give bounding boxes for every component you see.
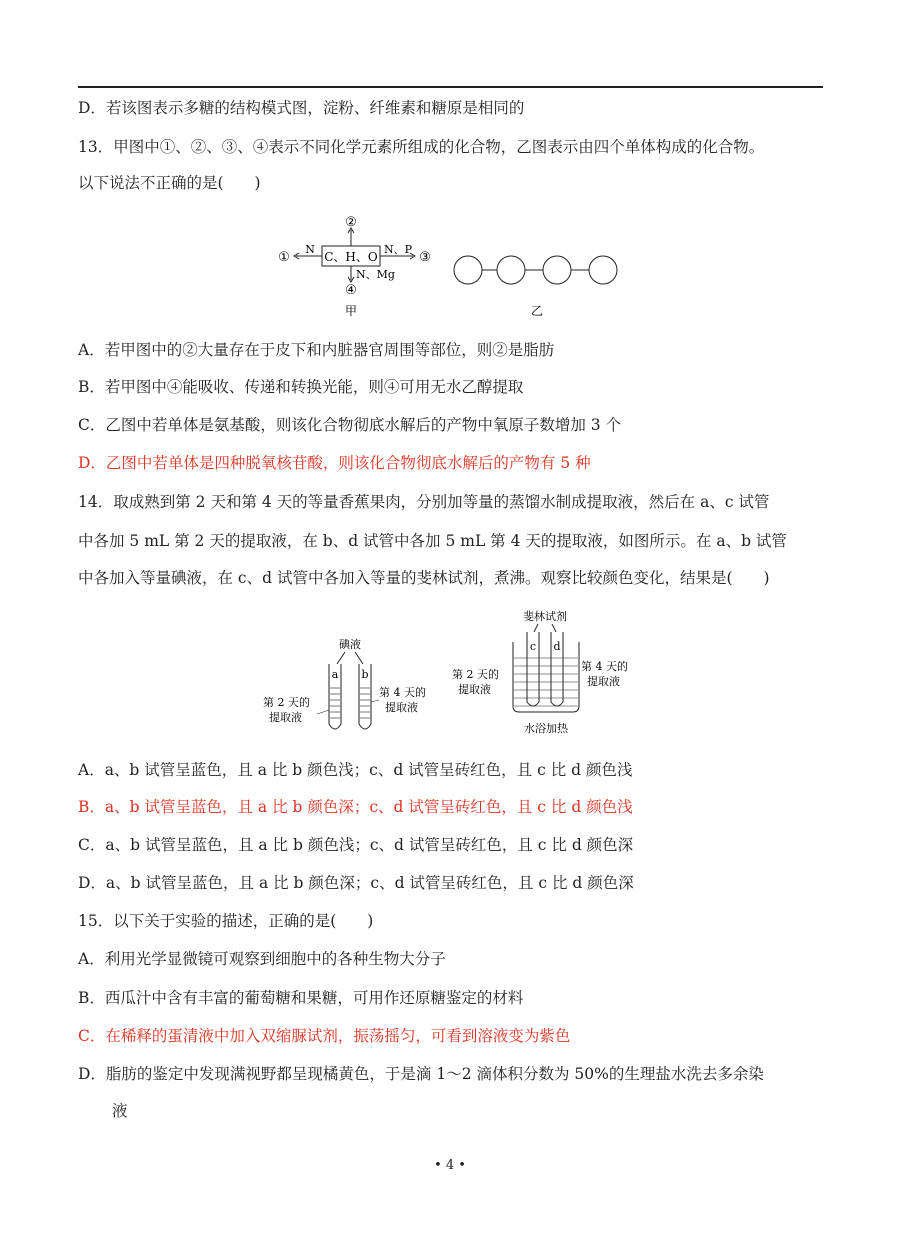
tube-b-label: b bbox=[361, 668, 369, 681]
label-2: ② bbox=[345, 215, 357, 230]
element-left: N bbox=[305, 243, 315, 256]
option-12d: D．若该图表示多糖的结构模式图，淀粉、纤维素和糖原是相同的 bbox=[78, 99, 525, 117]
question-14: 14．取成熟到第 2 天和第 4 天的等量香蕉果肉，分别加等量的蒸馏水制成提取液，然后在 a、c 试管 bbox=[78, 493, 770, 511]
question-14-cont2: 中各加入等量碘液，在 c、d 试管中各加入等量的斐林试剂，煮沸。观察比较颜色变化，结果是( ) bbox=[78, 569, 770, 587]
label-3: ③ bbox=[419, 250, 431, 265]
yi-diagram bbox=[454, 256, 617, 284]
day4-label-b: 提取液 bbox=[385, 701, 418, 714]
day2-label: 第 2 天的 bbox=[263, 696, 310, 709]
day4-label-right-b: 提取液 bbox=[587, 675, 620, 688]
option-14a: A．a、b 试管呈蓝色，且 a 比 b 颜色浅；c、d 试管呈砖红色，且 c 比 d 颜色浅 bbox=[78, 761, 633, 779]
option-13a: A．若甲图中的②大量存在于皮下和内脏器官周围等部位，则②是脂肪 bbox=[78, 341, 555, 359]
question-14-cont1: 中各加 5 mL 第 2 天的提取液，在 b、d 试管中各加 5 mL 第 4 天的提取液，如图所示。在 a、b 试管 bbox=[78, 532, 787, 550]
day4-label: 第 4 天的 bbox=[379, 686, 426, 699]
option-15a: A．利用光学显微镜可观察到细胞中的各种生物大分子 bbox=[78, 950, 446, 968]
header-rule bbox=[78, 86, 823, 88]
day2-label-right-b: 提取液 bbox=[458, 683, 491, 696]
option-14c: C．a、b 试管呈蓝色，且 a 比 b 颜色浅；c、d 试管呈砖红色，且 c 比 d 颜色深 bbox=[78, 836, 634, 854]
question-13-cont: 以下说法不正确的是( ) bbox=[78, 174, 261, 192]
monomer bbox=[497, 256, 525, 284]
caption-yi: 乙 bbox=[530, 304, 544, 318]
day2-label-b: 提取液 bbox=[269, 711, 302, 724]
option-13b: B．若甲图中④能吸收、传递和转换光能，则④可用无水乙醇提取 bbox=[78, 378, 524, 396]
monomer bbox=[589, 256, 617, 284]
box-label: C、H、O bbox=[324, 250, 378, 264]
question-13: 13．甲图中①、②、③、④表示不同化学元素所组成的化合物，乙图表示由四个单体构成的化合物。 bbox=[78, 138, 765, 156]
day4-label-right: 第 4 天的 bbox=[581, 660, 628, 673]
monomer bbox=[454, 256, 482, 284]
question-15: 15．以下关于实验的描述，正确的是( ) bbox=[78, 912, 374, 930]
option-14b-answer: B．a、b 试管呈蓝色，且 a 比 b 颜色深；c、d 试管呈砖红色，且 c 比 d 颜色浅 bbox=[78, 798, 633, 816]
option-15b: B．西瓜汁中含有丰富的葡萄糖和果糖，可用作还原糖鉴定的材料 bbox=[78, 989, 524, 1007]
water-bath-label: 水浴加热 bbox=[524, 722, 568, 735]
day2-label-right: 第 2 天的 bbox=[452, 668, 499, 681]
tube-a-label: a bbox=[331, 668, 339, 681]
option-15c-answer: C．在稀释的蛋清液中加入双缩脲试剂，振荡摇匀，可看到溶液变为紫色 bbox=[78, 1027, 571, 1045]
caption-jia: 甲 bbox=[344, 304, 358, 318]
tube-d-label: d bbox=[553, 640, 561, 653]
element-down: N、Mg bbox=[356, 268, 395, 281]
option-13c: C．乙图中若单体是氨基酸，则该化合物彻底水解后的产物中氧原子数增加 3 个 bbox=[78, 416, 622, 434]
fehling-label: 斐林试剂 bbox=[523, 610, 567, 623]
monomer bbox=[543, 256, 571, 284]
option-13d-answer: D．乙图中若单体是四种脱氧核苷酸，则该化合物彻底水解后的产物有 5 种 bbox=[78, 454, 591, 472]
label-4: ④ bbox=[345, 283, 357, 298]
iodine-label: 碘液 bbox=[339, 638, 361, 651]
beaker bbox=[513, 642, 579, 712]
figure-jia-yi bbox=[270, 208, 650, 320]
option-15d-cont: 液 bbox=[112, 1102, 128, 1120]
option-15d: D．脂肪的鉴定中发现满视野都呈现橘黄色，于是滴 1～2 滴体积分数为 50%的生理盐水洗去多余染 bbox=[78, 1065, 764, 1083]
label-1: ① bbox=[278, 250, 290, 265]
tube-c-label: c bbox=[529, 640, 537, 653]
page-number: • 4 • bbox=[434, 1158, 466, 1173]
option-14d: D．a、b 试管呈蓝色，且 a 比 b 颜色深；c、d 试管呈砖红色，且 c 比 d 颜色深 bbox=[78, 874, 634, 892]
figure-test-tubes bbox=[255, 602, 645, 742]
element-right: N、P bbox=[383, 243, 413, 256]
